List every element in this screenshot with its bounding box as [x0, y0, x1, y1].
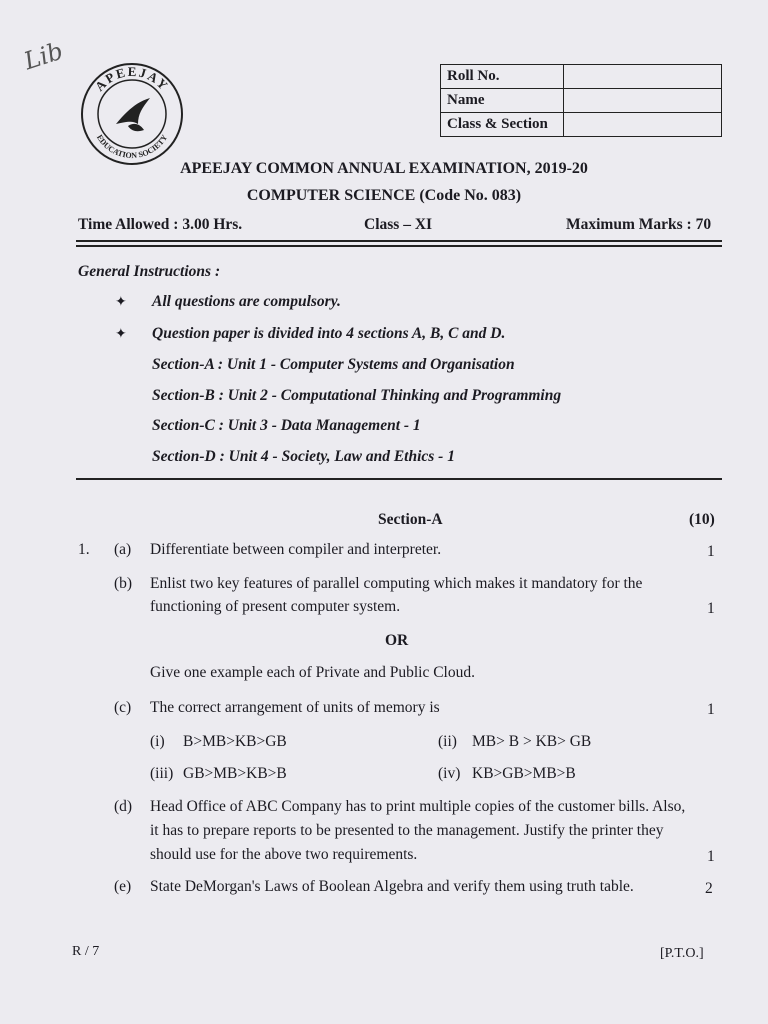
marks: 2: [705, 880, 713, 897]
class-section-value: [564, 113, 722, 137]
margin-handwritten-note: Lib: [20, 36, 67, 76]
marks: 1: [707, 848, 715, 865]
section-desc: Section-B : Unit 2 - Computational Thinking and Programming: [152, 387, 562, 404]
part-label: (a): [114, 541, 132, 558]
part-label: (b): [114, 575, 133, 592]
marks: 1: [707, 701, 715, 718]
instruction-item: All questions are compulsory.: [152, 293, 341, 310]
or-separator: OR: [385, 632, 409, 649]
question-text: it has to prepare reports to be presented to the management. Justify the printer they: [150, 822, 664, 839]
divider: [76, 240, 722, 242]
option-text: KB>GB>MB>B: [472, 765, 576, 782]
table-row: [441, 89, 722, 113]
question-text: functioning of present computer system.: [150, 598, 401, 615]
please-turn-over: [P.T.O.]: [660, 946, 704, 961]
section-title: Section-A: [378, 511, 443, 528]
instructions-heading: General Instructions :: [78, 263, 221, 280]
option-text: B>MB>KB>GB: [183, 733, 287, 750]
question-number: 1.: [78, 541, 90, 558]
question-text: should use for the above two requirements.: [150, 846, 418, 863]
option-text: GB>MB>KB>B: [183, 765, 287, 782]
name-label: Name: [441, 89, 564, 113]
svg-text:EDUCATION SOCIETY: EDUCATION SOCIETY: [94, 133, 170, 161]
part-label: (c): [114, 699, 132, 716]
section-desc: Section-D : Unit 4 - Society, Law and Ethics - 1: [152, 448, 455, 465]
option-text: MB> B > KB> GB: [472, 733, 592, 750]
time-allowed: Time Allowed : 3.00 Hrs.: [78, 216, 243, 233]
option-label: (iv): [438, 765, 461, 782]
marks: 1: [707, 600, 715, 617]
instruction-item: Question paper is divided into 4 sections A, B, C and D.: [152, 325, 506, 342]
question-text: State DeMorgan's Laws of Boolean Algebra and verify them using truth table.: [150, 878, 634, 895]
question-text: Enlist two key features of parallel computing which makes it mandatory for the: [150, 575, 643, 592]
part-label: (d): [114, 798, 133, 815]
class-label: Class – XI: [364, 216, 433, 233]
page-code: R / 7: [72, 944, 100, 959]
question-text: Head Office of ABC Company has to print multiple copies of the customer bills. Also,: [150, 798, 686, 815]
bullet-icon: ✦: [115, 327, 127, 342]
table-row: [441, 65, 722, 89]
roll-no-label: Roll No.: [441, 65, 564, 89]
marks: 1: [707, 543, 715, 560]
name-value: [564, 89, 722, 113]
exam-title: APEEJAY COMMON ANNUAL EXAMINATION, 2019-20: [180, 160, 588, 177]
bullet-icon: ✦: [115, 295, 127, 310]
section-marks: (10): [689, 511, 715, 528]
table-row: [441, 113, 722, 137]
question-text: Differentiate between compiler and interpreter.: [150, 541, 442, 558]
part-label: (e): [114, 878, 132, 895]
option-label: (ii): [438, 733, 457, 750]
svg-text:APEEJAY: APEEJAY: [91, 63, 173, 94]
divider: [76, 245, 722, 247]
apeejay-logo: [80, 62, 184, 166]
section-desc: Section-C : Unit 3 - Data Management - 1: [152, 417, 421, 434]
section-desc: Section-A : Unit 1 - Computer Systems and Organisation: [152, 356, 515, 373]
roll-no-value: [564, 65, 722, 89]
class-section-label: Class & Section: [441, 113, 564, 137]
divider: [76, 478, 722, 480]
subject-title: COMPUTER SCIENCE (Code No. 083): [246, 187, 522, 204]
roll-number-table: [440, 64, 722, 137]
maximum-marks: Maximum Marks : 70: [566, 216, 712, 233]
option-label: (i): [150, 733, 165, 750]
question-text: The correct arrangement of units of memory is: [150, 699, 440, 716]
question-text: Give one example each of Private and Public Cloud.: [150, 664, 475, 681]
option-label: (iii): [150, 765, 174, 782]
